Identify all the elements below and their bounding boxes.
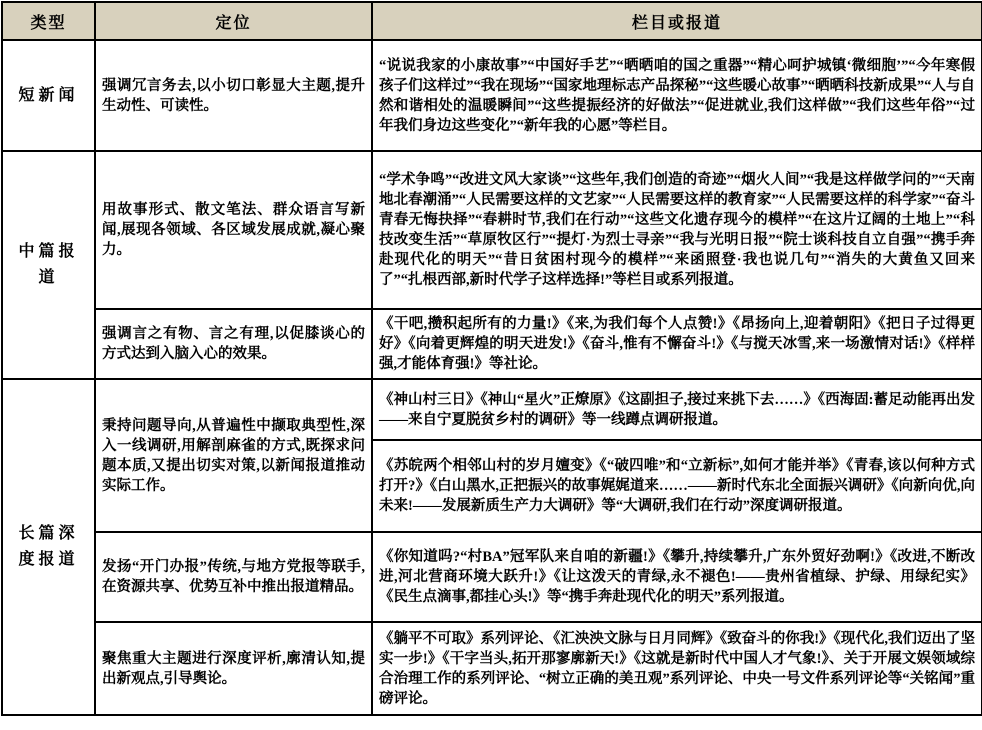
table-row-short-news [2, 40, 982, 151]
table-row-long-report-1a [2, 379, 982, 440]
content-long-report-1a: 《神山村三日》《神山“星火”正燎原》《这副担子,接过来挑下去……》《西海固:蓄足动能再出发——来自宁夏脱贫乡村的调研》等一线蹲点调研报道。 [372, 379, 982, 440]
table-row-long-report-2 [2, 532, 982, 622]
table-row-medium-report-1 [2, 151, 982, 309]
positioning-long-report-2: 发扬“开门办报”传统,与地方党报等联手,在资源共享、优势互补中推出报道精品。 [95, 532, 372, 622]
content-medium-report-2: 《干吧,攒积起所有的力量!》《来,为我们每个人点赞!》《昂扬向上,迎着朝阳》《把日子过得更好》《向着更辉煌的明天进发!》《奋斗,惟有不懈奋斗!》《与搅天冰雪,来一场激情对话!》《样样强,才能体育强!》等社论。 [372, 309, 982, 379]
header-row [2, 2, 982, 40]
document-page [1, 1, 981, 729]
type-label-medium-report: 中篇报道 [2, 151, 95, 379]
header-type: 类型 [2, 2, 95, 40]
header-column-or-report: 栏目或报道 [372, 2, 982, 40]
positioning-short-news: 强调冗言务去,以小切口彰显大主题,提升生动性、可读性。 [95, 40, 372, 151]
header-positioning: 定位 [95, 2, 372, 40]
positioning-long-report-3: 聚焦重大主题进行深度评析,廓清认知,提出新观点,引导舆论。 [95, 622, 372, 715]
content-long-report-1b: 《苏皖两个相邻山村的岁月嬗变》《“破四唯”和“立新标”,如何才能并举》《青春,该以何种方式打开?》《白山黑水,正把振兴的故事娓娓道来……——新时代东北全面振兴调研》《向新向优,向未来!——发展新质生产力大调研》等“大调研,我们在行动”深度调研报道。 [372, 440, 982, 532]
table-row-medium-report-2 [2, 309, 982, 379]
type-label-short-news: 短新闻 [2, 40, 95, 151]
positioning-medium-report-1: 用故事形式、散文笔法、群众语言写新闻,展现各领域、各区域发展成就,凝心聚力。 [95, 151, 372, 309]
content-short-news: “说说我家的小康故事”“中国好手艺”“晒晒咱的国之重器”“精心呵护城镇‘微细胞’”“今年寒假孩子们这样过”“我在现场”“国家地理标志产品探秘”“这些暖心故事”“晒晒科技新成果”“人与自然和谐相处的温暖瞬间”“这些提振经济的好做法”“促进就业,我们这样做”“我们这些年俗”“过年我们身边这些变化”“新年我的心愿”等栏目。 [372, 40, 982, 151]
type-label-long-depth-report: 长篇深度报道 [2, 379, 95, 715]
table-row-long-report-3 [2, 622, 982, 715]
news-types-table [1, 1, 982, 716]
content-long-report-3: 《躺平不可取》系列评论、《汇泱泱文脉与日月同辉》《致奋斗的你我!》《现代化,我们迈出了坚实一步!》《干字当头,拓开那寥廓新天!》《这就是新时代中国人才气象!》、关于开展文娱领域综合治理工作的系列评论、“树立正确的美丑观”系列评论、中央一号文件系列评论等“关铭闻”重磅评论。 [372, 622, 982, 715]
positioning-medium-report-2: 强调言之有物、言之有理,以促膝谈心的方式达到入脑入心的效果。 [95, 309, 372, 379]
content-medium-report-1: “学术争鸣”“改进文风大家谈”“这些年,我们创造的奇迹”“烟火人间”“我是这样做学问的”“天南地北春潮涌”“人民需要这样的文艺家”“人民需要这样的教育家”“人民需要这样的科学家”“奋斗青春无悔抉择”“春耕时节,我们在行动”“这些文化遗存现今的模样”“在这片辽阔的土地上”“科技改变生活”“草原牧区行”“提灯·为烈士寻亲”“我与光明日报”“院士谈科技自立自强”“携手奔赴现代化的明天”“昔日贫困村现今的模样”“来函照登·我也说几句”“消失的大黄鱼又回来了”“扎根西部,新时代学子这样选择!”等栏目或系列报道。 [372, 151, 982, 309]
content-long-report-2: 《你知道吗?“村BA”冠军队来自咱的新疆!》《攀升,持续攀升,广东外贸好劲啊!》《改进,不断改进,河北营商环境大跃升!》《让这泼天的青绿,永不褪色!——贵州省植绿、护绿、用绿纪实》《民生点滴事,都挂心头!》等“携手奔赴现代化的明天”系列报道。 [372, 532, 982, 622]
positioning-long-report-1: 秉持问题导向,从普遍性中撷取典型性,深入一线调研,用解剖麻雀的方式,既探求问题本质,又提出切实对策,以新闻报道推动实际工作。 [95, 379, 372, 532]
